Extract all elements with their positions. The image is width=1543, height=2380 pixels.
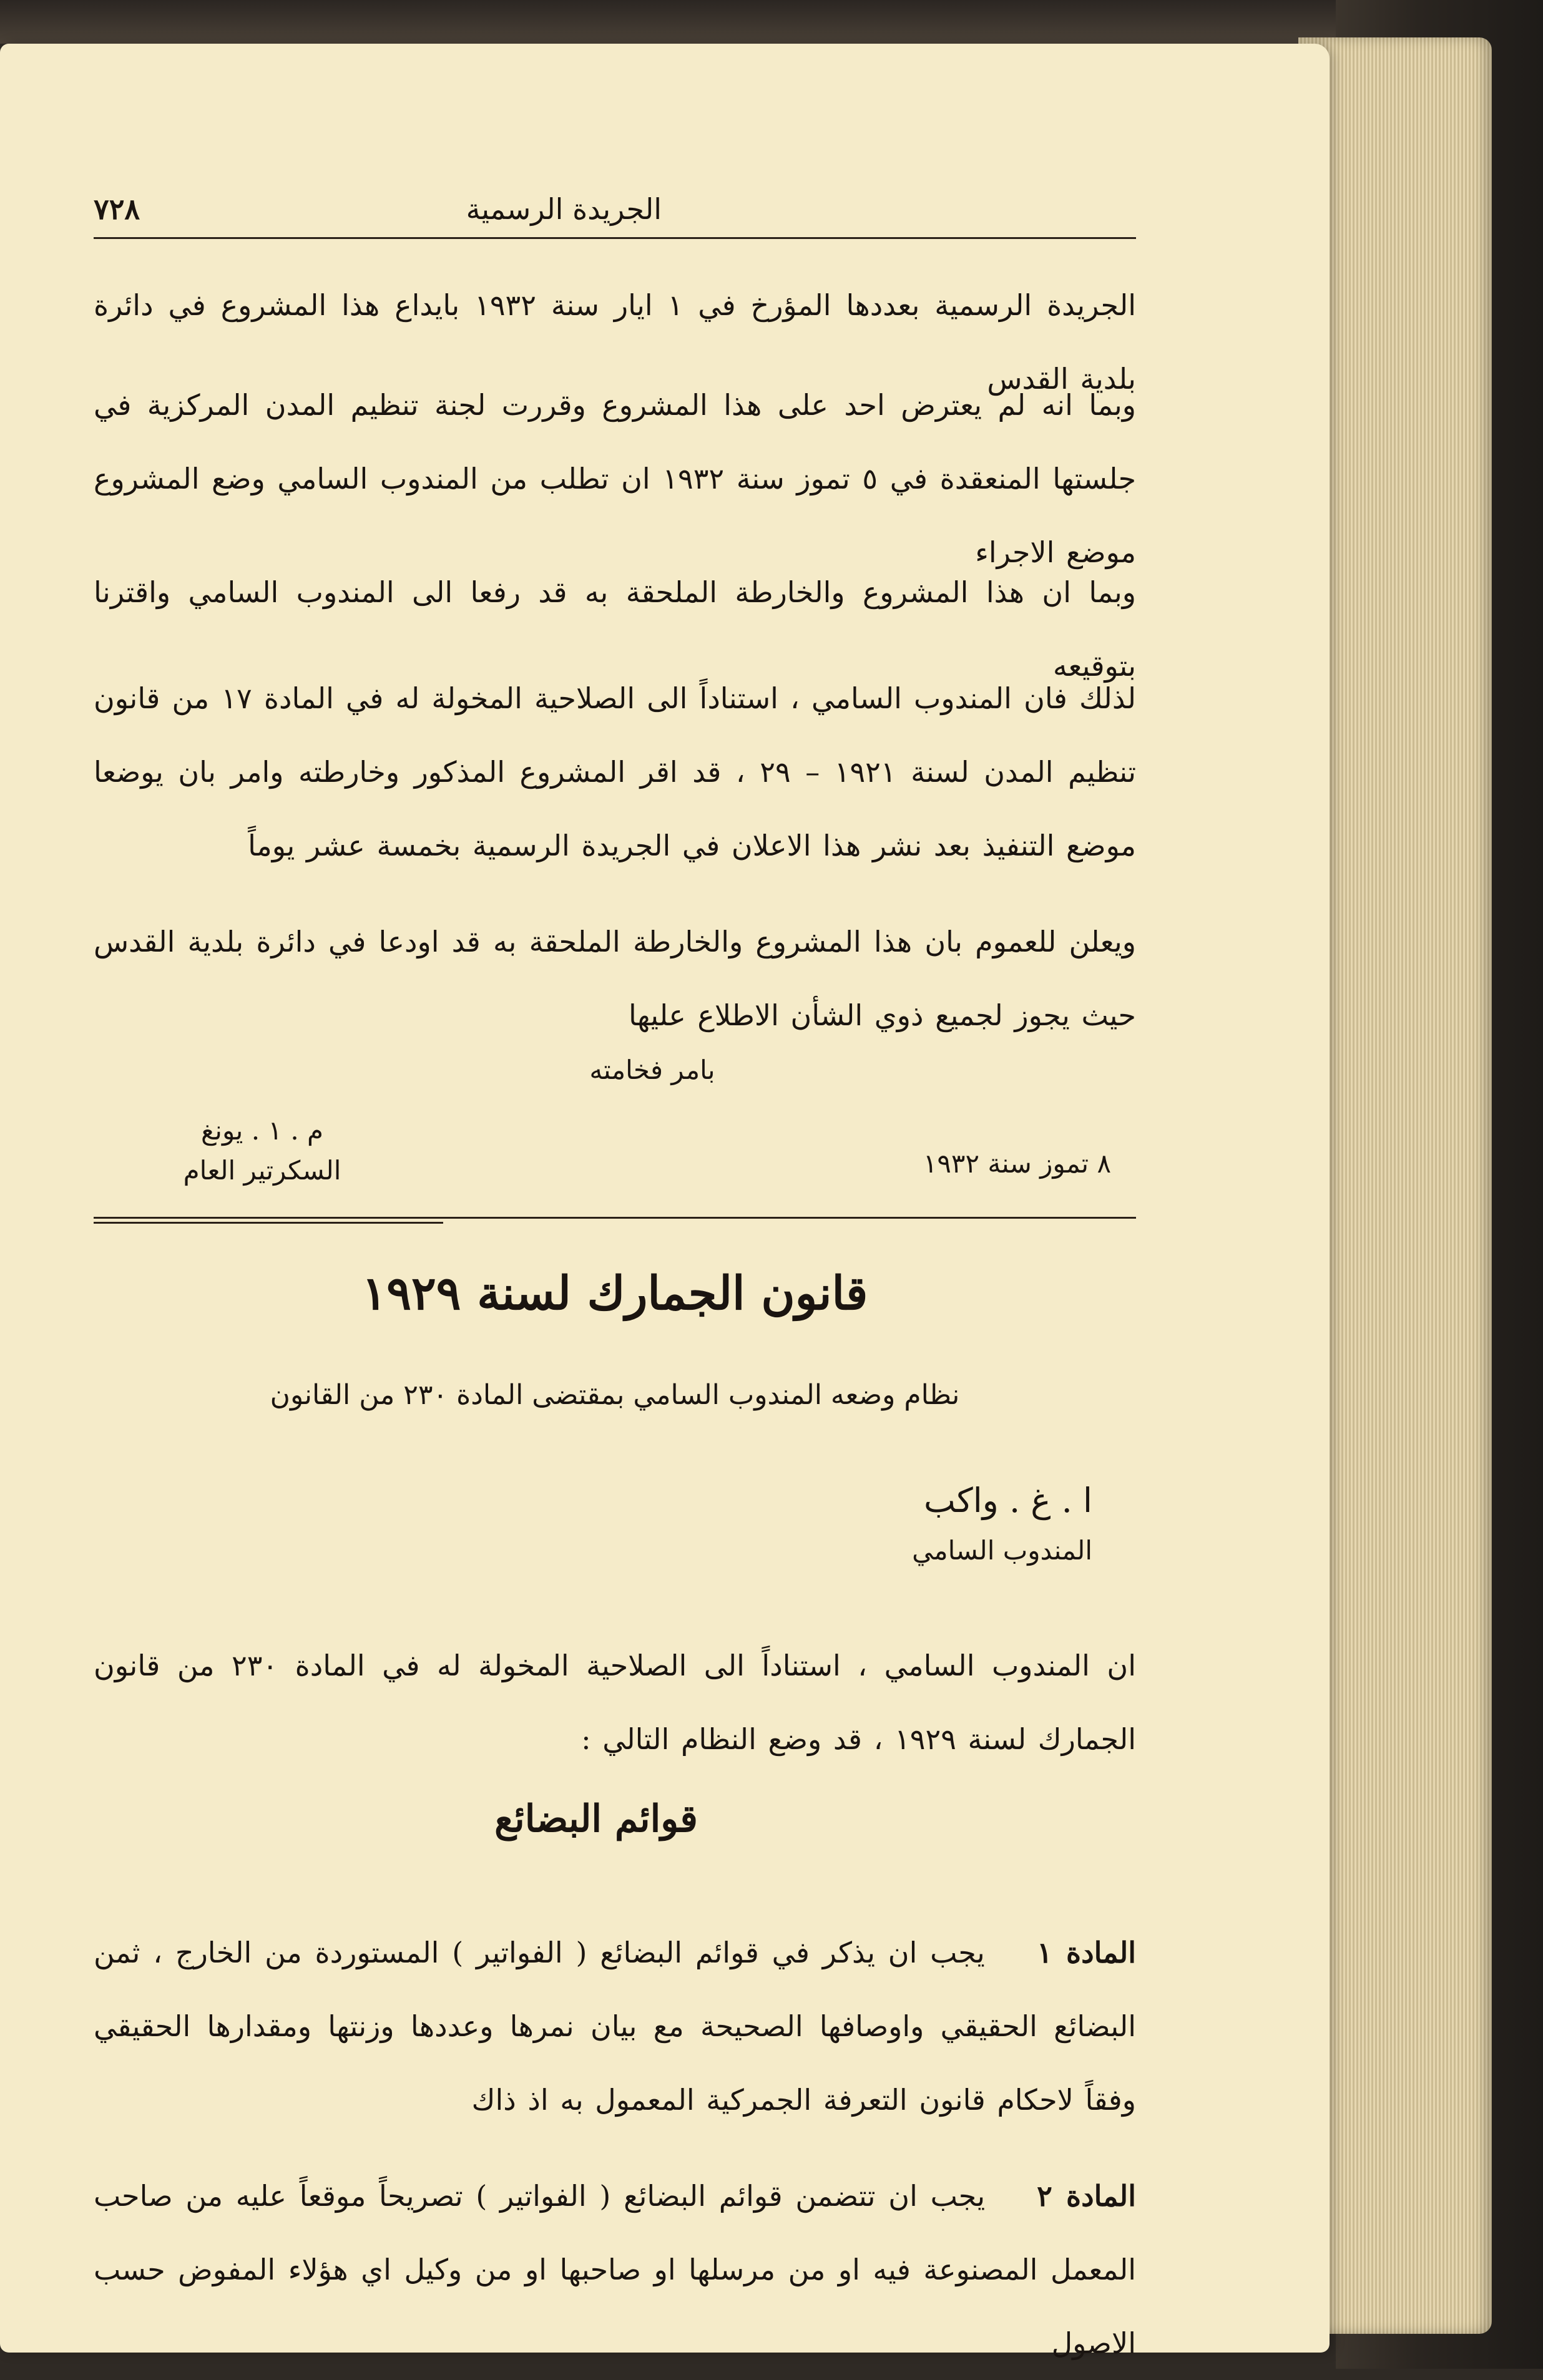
section-divider-short xyxy=(94,1222,443,1224)
issuer-name: ا . غ . واكب xyxy=(923,1481,1092,1520)
page-number: ٧٢٨ xyxy=(94,192,140,226)
paragraph-5: ويعلن للعموم بان هذا المشروع والخارطة الملحقة به قد اودعا في دائرة بلدية القدس حيث يجوز لجميع ذوي الشأن الاطلاع عليها xyxy=(94,925,1136,1032)
law-subtitle: نظام وضعه المندوب السامي بمقتضى المادة ٢٣٠ من القانون xyxy=(270,1379,960,1411)
page-content xyxy=(94,119,1137,2360)
article-2-text: يجب ان تتضمن قوائم البضائع ( الفواتير ) تصريحاً موقعاً عليه من صاحب المعمل المصنوعة فيه او من مرسلها او صاحبها او من وكيل اي هؤلاء المفوض حسب الاصول xyxy=(94,2179,1136,2360)
article-1-label: المادة ١ xyxy=(1037,1936,1136,1969)
paragraph-3: وبما ان هذا المشروع والخارطة الملحقة به قد رفعا الى المندوب السامي واقترنا بتوقيعه xyxy=(94,575,1136,683)
running-header xyxy=(94,181,1136,237)
signatory-title: السكرتير العام xyxy=(183,1155,341,1186)
section-heading: قوائم البضائع xyxy=(494,1797,698,1841)
signatory-name: م . ١ . يونغ xyxy=(200,1115,324,1146)
paragraph-4: لذلك فان المندوب السامي ، استناداً الى الصلاحية المخولة له في المادة ١٧ من قانون تنظيم المدن لسنة ١٩٢١ – ٢٩ ، قد اقر المشروع المذكور وخارطته وامر بان يوضعا موضع التنفيذ بعد نشر هذا الاعلان في الجريدة الرسمية بخمسة عشر يوماً xyxy=(94,681,1136,862)
running-title: الجريدة الرسمية xyxy=(466,192,662,226)
paragraph-2: وبما انه لم يعترض احد على هذا المشروع وقررت لجنة تنظيم المدن المركزية في جلستها المنعقدة في ٥ تموز سنة ١٩٣٢ ان تطلب من المندوب السامي وضع المشروع موضع الاجراء xyxy=(94,388,1137,569)
header-rule xyxy=(94,237,1136,239)
issuer-title: المندوب السامي xyxy=(912,1535,1092,1566)
issuer-block xyxy=(830,1473,1092,1573)
section-divider xyxy=(94,1217,1136,1219)
signature-block xyxy=(131,1111,393,1191)
law-title: قانون الجمارك لسنة ١٩٢٩ xyxy=(361,1267,868,1320)
article-1 xyxy=(94,1916,1136,2137)
article-1-text: يجب ان يذكر في قوائم البضائع ( الفواتير ) المستوردة من الخارج ، ثمن البضائع الحقيقي واوصافها الصحيحة مع بيان نمرها وعددها وزنتها ومقدارها الحقيقي وفقاً لاحكام قانون التعرفة الجمركية المعمول به اذ ذاك xyxy=(94,1936,1136,2117)
law-preamble: ان المندوب السامي ، استناداً الى الصلاحية المخولة له في المادة ٢٣٠ من قانون الجمارك لسنة ١٩٢٩ ، قد وضع النظام التالي : xyxy=(94,1649,1136,1756)
notice-date: ٨ تموز سنة ١٩٣٢ xyxy=(923,1148,1111,1179)
paragraph-1: الجريدة الرسمية بعددها المؤرخ في ١ ايار سنة ١٩٣٢ بايداع هذا المشروع في دائرة بلدية القدس xyxy=(94,288,1136,396)
gazette-page xyxy=(0,44,1330,2360)
article-2-label: المادة ٢ xyxy=(1037,2179,1136,2213)
by-order-line: بامر فخامته xyxy=(589,1055,715,1085)
article-2 xyxy=(94,2159,1136,2380)
